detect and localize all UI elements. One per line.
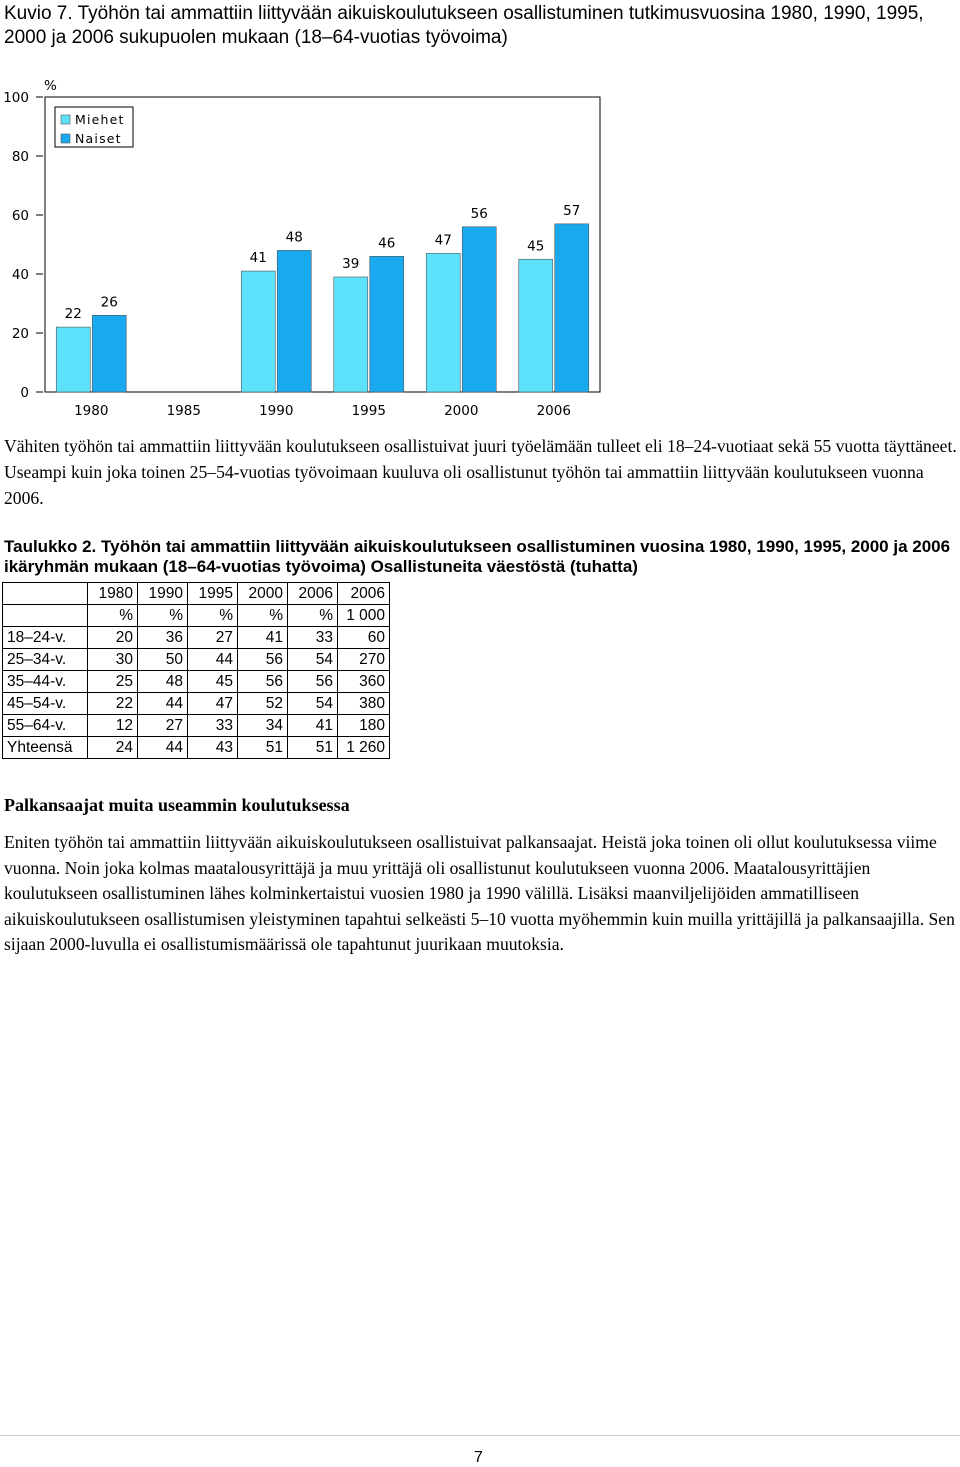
bar-miehet <box>334 277 368 392</box>
table-cell: 56 <box>238 649 288 671</box>
table-header-cell: 2006 <box>338 583 390 605</box>
y-tick-label: 80 <box>11 149 29 165</box>
table-header-cell: % <box>238 605 288 627</box>
bar-naiset <box>92 315 126 392</box>
table-cell: 33 <box>288 627 338 649</box>
section-heading: Palkansaajat muita useammin koulutuksessa <box>4 795 350 815</box>
table-header-cell: % <box>288 605 338 627</box>
data-label: 39 <box>342 255 360 272</box>
bar-naiset <box>555 224 589 392</box>
data-label: 26 <box>100 294 118 311</box>
table-header-cell: 2006 <box>288 583 338 605</box>
table-row-label: 45–54-v. <box>3 693 88 715</box>
x-tick-label: 2000 <box>444 403 479 419</box>
bar-naiset <box>462 227 496 392</box>
table-cell: 44 <box>138 737 188 759</box>
table-cell: 34 <box>238 715 288 737</box>
table-cell: 60 <box>338 627 390 649</box>
table-cell: 20 <box>88 627 138 649</box>
table-cell: 56 <box>288 671 338 693</box>
table-title: Taulukko 2. Työhön tai ammattiin liittyvään aikuiskoulutukseen osallistuminen vuosina 1980, 1990, 1995, 2000 ja 2006 ikäryhmän mukaan (18–64-vuotias työvoima) Osallistuneita väestöstä (tuhatta) <box>4 537 951 576</box>
bar-naiset <box>277 250 311 392</box>
data-label: 41 <box>249 250 267 267</box>
data-label: 56 <box>470 205 488 222</box>
bar-miehet <box>241 271 275 392</box>
table-cell: 43 <box>188 737 238 759</box>
data-table <box>2 582 390 759</box>
table-cell: 33 <box>188 715 238 737</box>
data-label: 46 <box>378 235 396 252</box>
table-cell: 41 <box>288 715 338 737</box>
x-tick-label: 1985 <box>166 403 201 419</box>
legend-swatch <box>61 134 70 143</box>
table-cell: 22 <box>88 693 138 715</box>
body-paragraph-1: Vähiten työhön tai ammattiin liittyvään koulutukseen osallistuivat juuri työelämään tulleet eli 18–24-vuotiaat sekä 55 vuotta täyttäneet. Useampi kuin joka toinen 25–54-vuotias työvoimaan kuuluva oli osallistunut työhön tai ammattiin liittyvään koulutukseen vuonna 2006. <box>4 436 957 508</box>
table-cell: 41 <box>238 627 288 649</box>
data-label: 48 <box>285 229 303 246</box>
table-cell: 25 <box>88 671 138 693</box>
bar-miehet <box>426 253 460 392</box>
table-cell: 51 <box>238 737 288 759</box>
table-cell: 27 <box>138 715 188 737</box>
table-row <box>3 693 390 715</box>
table-header-cell: % <box>88 605 138 627</box>
table-cell: 270 <box>338 649 390 671</box>
bar-naiset <box>370 256 404 392</box>
y-tick-label: 40 <box>11 267 29 283</box>
table-row-label: 18–24-v. <box>3 627 88 649</box>
table-cell: 51 <box>288 737 338 759</box>
y-tick-label: 20 <box>11 326 29 342</box>
table-header-row <box>3 583 390 605</box>
data-label: 47 <box>434 232 452 249</box>
table-row <box>3 671 390 693</box>
table-row <box>3 649 390 671</box>
data-label: 45 <box>527 238 545 255</box>
table-row-label: 55–64-v. <box>3 715 88 737</box>
table-header-cell: 1980 <box>88 583 138 605</box>
table-header-cell: 1995 <box>188 583 238 605</box>
table-cell: 48 <box>138 671 188 693</box>
table-row-label: 35–44-v. <box>3 671 88 693</box>
table-cell: 56 <box>238 671 288 693</box>
table-cell: 54 <box>288 649 338 671</box>
legend-label: Naiset <box>75 131 122 146</box>
y-tick-label: 0 <box>20 385 29 401</box>
table-cell: 47 <box>188 693 238 715</box>
y-axis-label: % <box>44 78 57 94</box>
page-number: 7 <box>474 1449 483 1466</box>
legend-swatch <box>61 115 70 124</box>
table-header-cell: 1990 <box>138 583 188 605</box>
footer-divider <box>0 1435 960 1436</box>
x-tick-label: 1980 <box>74 403 109 419</box>
table-row-label: Yhteensä <box>3 737 88 759</box>
table-cell: 24 <box>88 737 138 759</box>
legend-label: Miehet <box>75 112 125 127</box>
body-paragraph-2: Eniten työhön tai ammattiin liittyvään aikuiskoulutukseen osallistuivat palkansaajat. Heistä joka toinen oli ollut koulutuksessa viime vuonna. Noin joka kolmas maatalousyrittäjä ja muu yrittäjä oli osallistunut koulutukseen vuonna 2006. Maatalousyrittäjien koulutukseen osallistuminen lähes kolminkertaistui vuosien 1980 ja 1990 välillä. Lisäksi maanviljelijöiden ammatilliseen aikuiskoulutukseen osallistumisen yleistyminen tapahtui selkeästi 5–10 vuotta myöhemmin kuin muilla yrittäjillä ja palkansaajilla. Sen sijaan 2000-luvulla ei osallistumismäärissä ole tapahtunut juurikaan muutoksia. <box>4 832 955 954</box>
table-cell: 52 <box>238 693 288 715</box>
x-tick-label: 1995 <box>351 403 386 419</box>
table-cell: 50 <box>138 649 188 671</box>
table-header-cell: % <box>188 605 238 627</box>
table-cell: 36 <box>138 627 188 649</box>
table-row <box>3 627 390 649</box>
table-cell: 44 <box>188 649 238 671</box>
table-cell: 180 <box>338 715 390 737</box>
table-cell: 44 <box>138 693 188 715</box>
table-cell: 54 <box>288 693 338 715</box>
table-cell: 45 <box>188 671 238 693</box>
table-corner-cell <box>3 583 88 605</box>
table-header-cell: 1 000 <box>338 605 390 627</box>
bar-chart <box>0 72 610 422</box>
x-tick-label: 2006 <box>536 403 571 419</box>
table-row <box>3 715 390 737</box>
y-tick-label: 100 <box>3 90 29 106</box>
table-unit-row <box>3 605 390 627</box>
table-cell: 12 <box>88 715 138 737</box>
table-cell: 1 260 <box>338 737 390 759</box>
table-cell: 380 <box>338 693 390 715</box>
bar-miehet <box>56 327 90 392</box>
table-corner-cell <box>3 605 88 627</box>
table-header-cell: % <box>138 605 188 627</box>
data-label: 57 <box>563 202 581 219</box>
bar-miehet <box>519 259 553 392</box>
table-cell: 27 <box>188 627 238 649</box>
table-header-cell: 2000 <box>238 583 288 605</box>
x-tick-label: 1990 <box>259 403 294 419</box>
table-cell: 30 <box>88 649 138 671</box>
data-label: 22 <box>64 306 82 323</box>
table-row-label: 25–34-v. <box>3 649 88 671</box>
table-row <box>3 737 390 759</box>
y-tick-label: 60 <box>11 208 29 224</box>
figure-title: Kuvio 7. Työhön tai ammattiin liittyvään aikuiskoulutukseen osallistuminen tutkimusvuosina 1980, 1990, 1995, 2000 ja 2006 sukupuolen mukaan (18–64-vuotias työvoima) <box>4 3 924 48</box>
table-cell: 360 <box>338 671 390 693</box>
